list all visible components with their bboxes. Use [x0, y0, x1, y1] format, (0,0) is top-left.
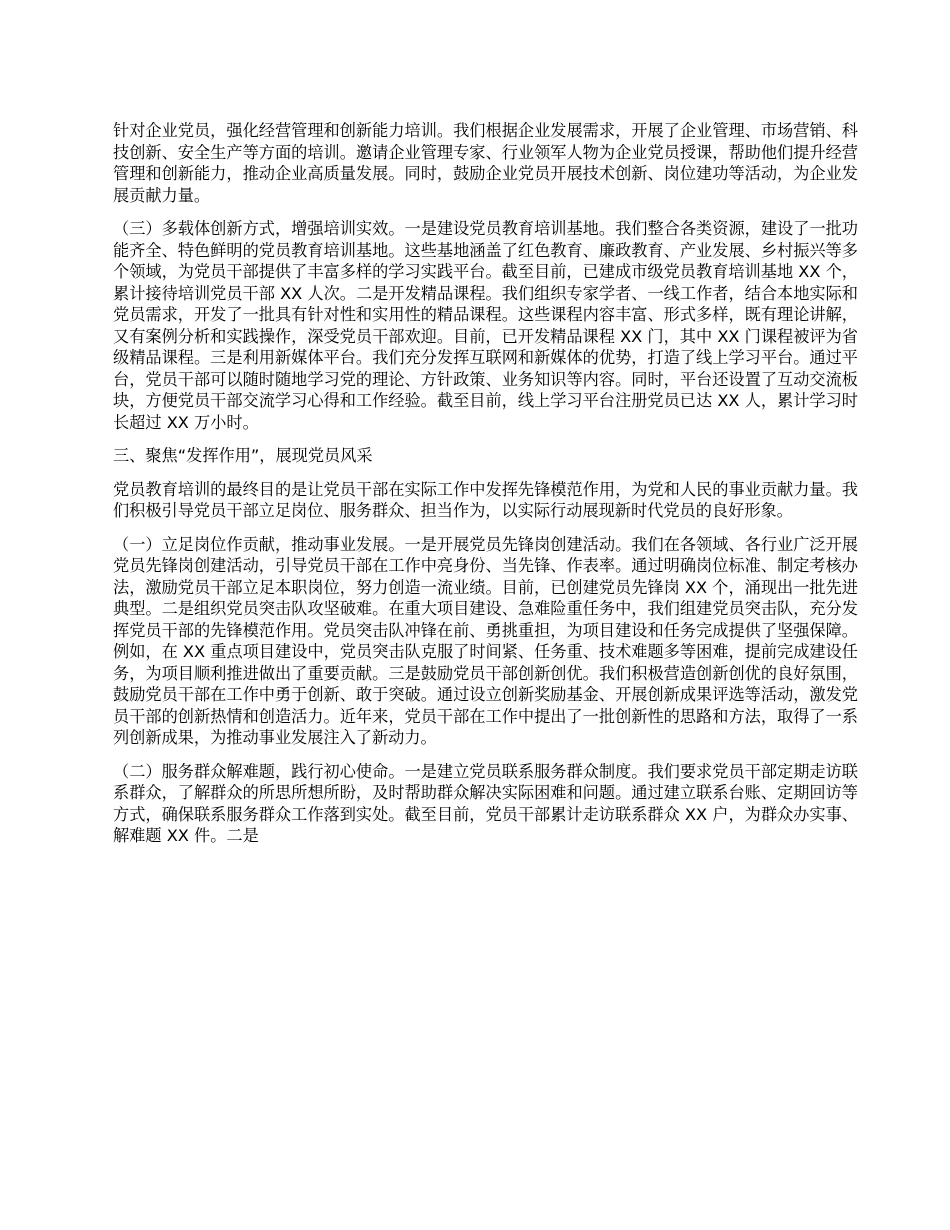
paragraph-serve-masses: （二）服务群众解难题，践行初心使命。一是建立党员联系服务群众制度。我们要求党员干部定期走访联系群众，了解群众的所思所想所盼，及时帮助群众解决实际困难和问题。通过建立联系台账、定期回访等方式，确保联系服务群众工作落到实处。截至目前，党员干部累计走访联系群众 XX 户，为群众办实事、解难题 XX 件。二是	[113, 761, 858, 845]
paragraph-innovation-methods: （三）多载体创新方式，增强培训实效。一是建设党员教育培训基地。我们整合各类资源，建设了一批功能齐全、特色鲜明的党员教育培训基地。这些基地涵盖了红色教育、廉政教育、产业发展、乡村振兴等多个领域，为党员干部提供了丰富多样的学习实践平台。截至目前，已建成市级党员教育培训基地 XX 个，累计接待培训党员干部 XX 人次。二是开发精品课程。我们组织专家学者、一线工作者，结合本地实际和党员需求，开发了一批具有针对性和实用性的精品课程。这些课程内容丰富、形式多样，既有理论讲解，又有案例分析和实践操作，深受党员干部欢迎。目前，已开发精品课程 XX 门，其中 XX 门课程被评为省级精品课程。三是利用新媒体平台。我们充分发挥互联网和新媒体的优势，打造了线上学习平台。通过平台，党员干部可以随时随地学习党的理论、方针政策、业务知识等内容。同时，平台还设置了互动交流板块，方便党员干部交流学习心得和工作经验。截至目前，线上学习平台注册党员已达 XX 人，累计学习时长超过 XX 万小时。	[113, 219, 858, 432]
document-body	[113, 120, 858, 859]
paragraph-enterprise-training: 针对企业党员，强化经营管理和创新能力培训。我们根据企业发展需求，开展了企业管理、市场营销、科技创新、安全生产等方面的培训。邀请企业管理专家、行业领军人物为企业党员授课，帮助他们提升经营管理和创新能力，推动企业高质量发展。同时，鼓励企业党员开展技术创新、岗位建功等活动，为企业发展贡献力量。	[113, 121, 858, 205]
paragraph-post-contribution: （一）立足岗位作贡献，推动事业发展。一是开展党员先锋岗创建活动。我们在各领域、各行业广泛开展党员先锋岗创建活动，引导党员干部在工作中亮身份、当先锋、作表率。通过明确岗位标准、制定考核办法，激励党员干部立足本职岗位，努力创造一流业绩。目前，已创建党员先锋岗 XX 个，涌现出一批先进典型。二是组织党员突击队攻坚破难。在重大项目建设、急难险重任务中，我们组建党员突击队，充分发挥党员干部的先锋模范作用。党员突击队冲锋在前、勇挑重担，为项目建设和任务完成提供了坚强保障。例如，在 XX 重点项目建设中，党员突击队克服了时间紧、任务重、技术难题多等困难，提前完成建设任务，为项目顺利推进做出了重要贡献。三是鼓励党员干部创新创优。我们积极营造创新创优的良好氛围，鼓励党员干部在工作中勇于创新、敢于突破。通过设立创新奖励基金、开展创新成果评选等活动，激发党员干部的创新热情和创造活力。近年来，党员干部在工作中提出了一批创新性的思路和方法，取得了一系列创新成果，为推动事业发展注入了新动力。	[113, 534, 858, 747]
paragraph-section-intro: 党员教育培训的最终目的是让党员干部在实际工作中发挥先锋模范作用，为党和人民的事业贡献力量。我们积极引导党员干部立足岗位、服务群众、担当作为，以实际行动展现新时代党员的良好形象。	[113, 479, 858, 520]
section-heading-three: 三、聚焦“发挥作用”，展现党员风采	[113, 446, 373, 465]
